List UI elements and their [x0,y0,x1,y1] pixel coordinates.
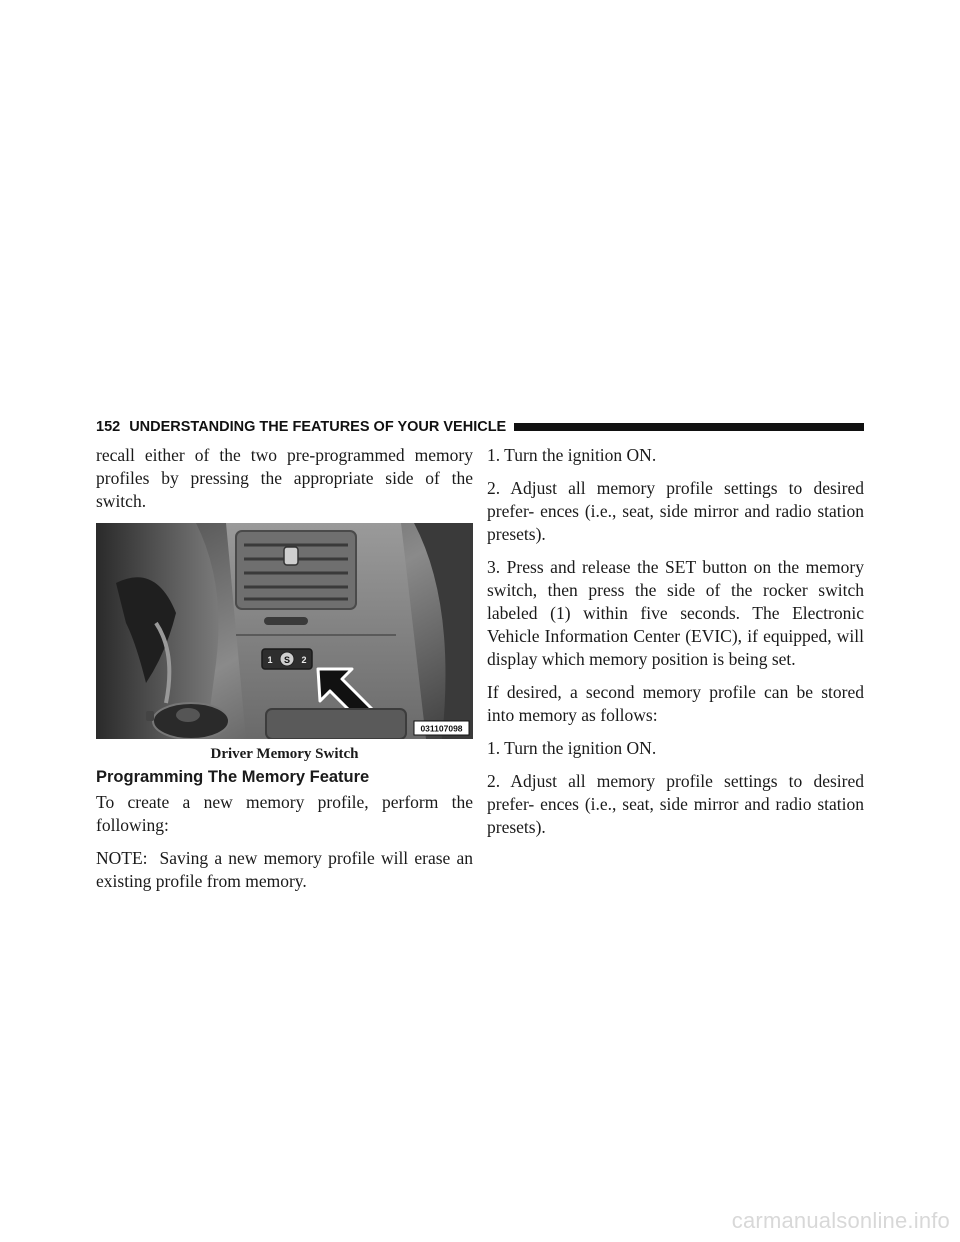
right-column [487,444,864,849]
watermark: carmanualsonline.info [731,1208,950,1233]
step-2: 2. Adjust all memory profile settings to desired prefer- ences (i.e., seat, side mirror and radio station presets). [487,478,864,544]
section-heading: Programming The Memory Feature [96,768,370,786]
step-1-second: 1. Turn the ignition ON. [487,738,657,758]
second-profile-paragraph: If desired, a second memory profile can be stored into memory as follows: [487,682,864,725]
page-header [96,417,864,437]
section-title: UNDERSTANDING THE FEATURES OF YOUR VEHICLE [129,419,507,435]
driver-memory-switch-figure [96,523,473,764]
switch-1-label: 1 [267,655,273,665]
image-code: 031107098 [420,723,463,734]
note-label: NOTE: [96,848,148,868]
driver-memory-switch-photo [96,523,473,739]
switch-2-label: 2 [301,655,307,665]
step-3: 3. Press and release the SET button on the memory switch, then press the side of the rocker switch labeled (1) within five seconds. The Electronic Vehicle Information Center (EVIC), if equipped, will display which memory position is being set. [487,557,864,669]
page-number: 152 [96,419,121,435]
note-paragraph [96,847,473,893]
create-profile-paragraph: To create a new memory profile, perform the following: [96,792,473,835]
step-2-second: 2. Adjust all memory profile settings to desired prefer- ences (i.e., seat, side mirror and radio station presets). [487,771,864,837]
intro-paragraph: recall either of the two pre-programmed memory profiles by pressing the appropriate side of the switch. [96,445,473,511]
left-column [96,444,473,903]
note-text: Saving a new memory profile will erase an existing profile from memory. [96,848,473,891]
header-rule [514,423,864,431]
figure-caption: Driver Memory Switch [210,746,359,762]
switch-set-label: S [283,655,291,665]
step-1: 1. Turn the ignition ON. [487,445,657,465]
